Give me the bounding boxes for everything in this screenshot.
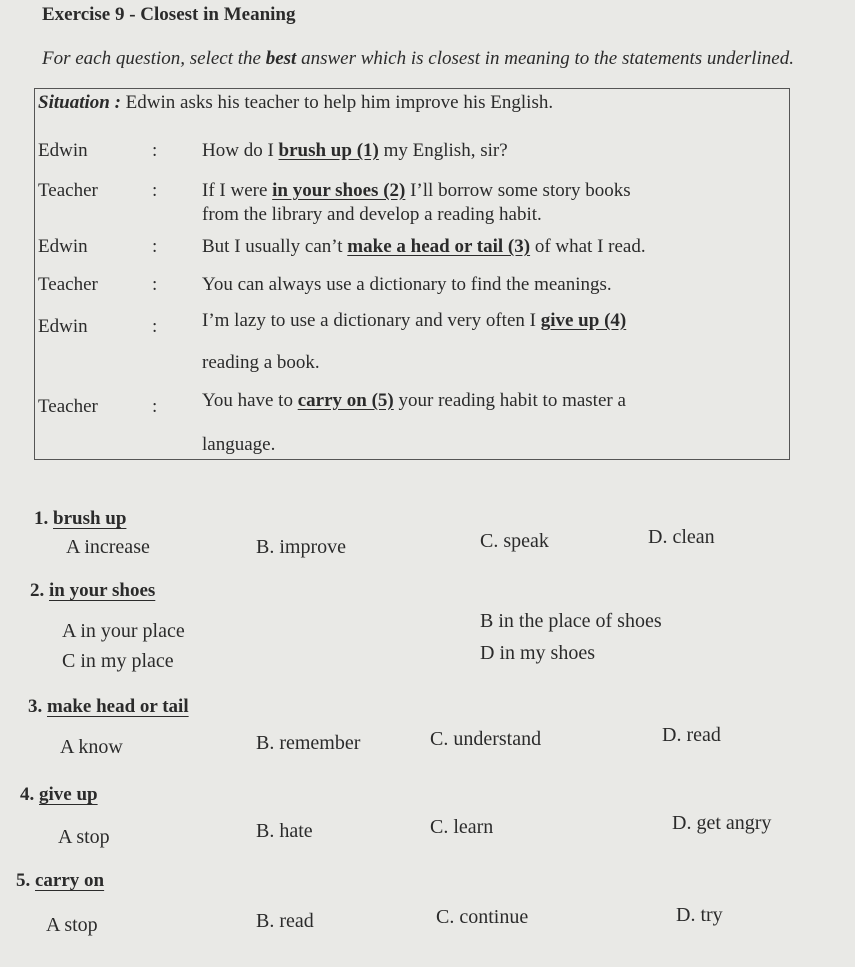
underlined-phrase: carry on (5): [297, 390, 394, 411]
speaker: Teacher: [38, 396, 98, 417]
underlined-phrase: make a head or tail (3): [347, 236, 531, 257]
question-5: 5. carry on: [16, 870, 105, 891]
option-b[interactable]: B. hate: [256, 820, 313, 842]
option-a[interactable]: A in your place: [62, 620, 185, 642]
underlined-phrase: in your shoes (2): [272, 180, 406, 201]
speaker: Teacher: [38, 274, 98, 295]
option-c[interactable]: C in my place: [62, 650, 174, 672]
situation: Situation : Edwin asks his teacher to help him improve his English.: [38, 92, 554, 113]
option-a[interactable]: A stop: [58, 826, 110, 848]
dialogue-line: You have to carry on (5) your reading habit to master a: [202, 390, 626, 411]
speaker: Teacher: [38, 180, 98, 201]
option-c[interactable]: C. understand: [430, 728, 542, 750]
speaker: Edwin: [38, 236, 88, 257]
option-d[interactable]: D. get angry: [672, 812, 772, 834]
dialogue-line: I’m lazy to use a dictionary and very often I give up (4): [202, 310, 627, 331]
dialogue-line-continued: language.: [202, 434, 276, 455]
colon: :: [152, 140, 158, 161]
question-4: 4. give up: [20, 784, 98, 805]
dialogue-line: You can always use a dictionary to find the meanings.: [202, 274, 612, 295]
question-2: 2. in your shoes: [30, 580, 156, 601]
dialogue-line: But I usually can’t make a head or tail (3) of what I read.: [202, 236, 646, 257]
dialogue-line-continued: from the library and develop a reading habit.: [202, 204, 542, 225]
colon: :: [152, 274, 158, 295]
option-b[interactable]: B. read: [256, 910, 314, 932]
option-a[interactable]: A stop: [46, 914, 98, 936]
option-b[interactable]: B. improve: [256, 536, 346, 558]
instructions: For each question, select the best answer which is closest in meaning to the statements underlined.: [42, 48, 794, 69]
colon: :: [152, 316, 158, 337]
option-d[interactable]: D in my shoes: [480, 642, 595, 664]
colon: :: [152, 396, 158, 417]
dialogue-line: How do I brush up (1) my English, sir?: [202, 140, 508, 161]
exercise-title: Exercise 9 - Closest in Meaning: [42, 4, 296, 25]
option-b[interactable]: B. remember: [256, 732, 361, 754]
underlined-phrase: brush up (1): [278, 140, 379, 161]
question-3: 3. make head or tail: [28, 696, 189, 717]
option-d[interactable]: D. clean: [648, 526, 715, 548]
option-b[interactable]: B in the place of shoes: [480, 610, 662, 632]
dialogue-line: If I were in your shoes (2) I’ll borrow some story books: [202, 180, 631, 201]
question-1: 1. brush up: [34, 508, 127, 529]
option-a[interactable]: A increase: [66, 536, 150, 558]
dialogue-line-continued: reading a book.: [202, 352, 320, 373]
option-d[interactable]: D. try: [676, 904, 723, 926]
option-c[interactable]: C. continue: [436, 906, 529, 928]
speaker: Edwin: [38, 140, 88, 161]
option-a[interactable]: A know: [60, 736, 123, 758]
option-d[interactable]: D. read: [662, 724, 721, 746]
underlined-phrase: give up (4): [540, 310, 627, 331]
colon: :: [152, 180, 158, 201]
option-c[interactable]: C. speak: [480, 530, 549, 552]
option-c[interactable]: C. learn: [430, 816, 494, 838]
speaker: Edwin: [38, 316, 88, 337]
colon: :: [152, 236, 158, 257]
